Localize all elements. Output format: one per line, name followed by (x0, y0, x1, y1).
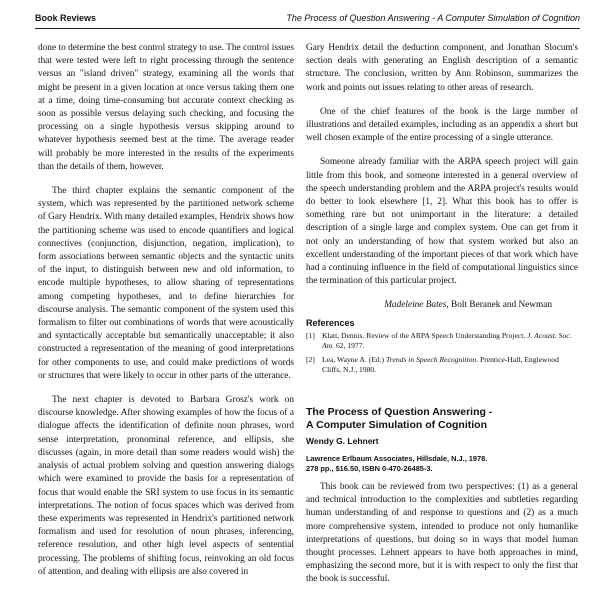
review-publisher-line-1: Lawrence Erlbaum Associates, Hillsdale, N.J., 1978. (306, 454, 488, 464)
reference-text (322, 355, 578, 376)
reference-citation: Lea, Wayne A. (Ed.) (322, 354, 385, 364)
header-section-label: Book Reviews (35, 13, 97, 23)
right-paragraph-1: Gary Hendrix detail the deduction component, and Jonathan Slocum's section deals with generating an English description of a semantic structure. The conclusion, written by Ann Robinson, summarizes the work and points out issues relating to other areas of research. (306, 43, 578, 93)
reference-text (322, 331, 578, 352)
reviewer-name: Madeleine Bates (384, 300, 447, 311)
left-paragraph-2: The third chapter explains the semantic component of the system, which was represented by the partitioned network scheme of Gary Hendrix. With many detailed examples, Hendrix shows how the partitioning scheme was used to encode quantifiers and logical connectives (conjunction, disjunction, negation, implication), to form associations between semantic objects and the syntactic units of the input, to distinguish between new and old information, to encode multiple hypotheses, to allow sharing of representations among competing hypotheses, and to define hierarchies for discourse analysis. The semantic component of the system used this formalism to filter out combinations of words that were acoustically and syntactically acceptable but semantically unacceptable; it also constructed a representation of the meaning of good interpretations for other components to use, and could make predictions of words or structures that were likely to occur in other parts of the utterance. (38, 186, 294, 381)
left-paragraph-1: done to determine the best control strategy to use. The control issues that were tested were left to right processing through the sentence versus an "island driven" strategy, examining all the words that might be present in a given location at once versus taking them one at a time, doing time-consuming but accurate context checking as soon as possible versus delaying such checking, and focusing the processing on a single hypothesis versus skipping around to whatever hypothesis seemed best at the time. The average reader will probably be more interested in the results of the experiments than the details of them, however. (38, 43, 294, 172)
right-column (306, 42, 578, 598)
header-rule (35, 28, 580, 29)
reference-source: J. Acoust. Soc. Am. (322, 330, 572, 351)
reference-number: [2] (306, 354, 315, 364)
left-column (38, 42, 294, 590)
left-paragraph-3: The next chapter is devoted to Barbara Grosz's work on discourse knowledge. After showing examples of how the focus of a dialogue affects the identification of definite noun phrases, word sense interpretation, pronominal reference, and ellipsis, she discusses (again, in more detail than some readers would wish) the analysis of actual problem solving and question answering dialogs which were examined to provide the basis for a representation of focus that would enable the SRI system to use focus in its semantic interpretations. The notion of focus spaces which was derived from these experiments was represented in Hendrix's partitioned network formalism and used for resolution of noun phrases, inferencing, reference resolution, and other high level aspects of sentential processing. The problems of shifting focus, reinvoking an old focus of attention, and dealing with ellipsis are also covered in (38, 395, 294, 577)
review-title-line-1: The Process of Question Answering - (306, 405, 493, 418)
reviewer-signature (306, 299, 578, 312)
reference-source: Trends in Speech Recognition. (386, 354, 479, 364)
reference-item (306, 331, 578, 352)
right-paragraph-2: One of the chief features of the book is the large number of illustrations and detailed examples, including as an appendix a short but well chosen example of the entire processing of a single utterance. (306, 106, 578, 144)
running-header (35, 13, 580, 27)
review-paragraph-1: This book can be reviewed from two perspectives: (1) as a general and technical introduction to the complexities and subtleties regarding human understanding of and response to questions and (2) as a much more comprehensive system, intended to produce not only humanlike interpretations of questions, but doing so in ways that model human thought processes. Lehnert appears to have both approaches in mind, emphasizing the second more, but it is with respect to only the first that the book is successful. (306, 482, 578, 585)
reference-item (306, 355, 578, 376)
header-article-title: The Process of Question Answering - A Computer Simulation of Cognition (286, 13, 580, 23)
reviewer-affiliation: , Bolt Beranek and Newman (446, 300, 552, 311)
reference-detail: 62, 1977. (335, 341, 365, 351)
reference-detail: Prentice-Hall, Englewood Cliffs, N.J., 1980. (322, 354, 559, 375)
review-title (306, 406, 578, 432)
review-publisher (306, 454, 578, 474)
right-paragraph-3: Someone already familiar with the ARPA speech project will gain little from this book, and someone interested in a general overview of the speech understanding problem and the ARPA project's results would do better to look elsewhere [1, 2]. What this book has to offer is something rare but not unimportant in the literature: a detailed description of a single large and complex system. One can get from it not only an understanding of how that system worked but also an excellent understanding of the important pieces of that work which have had a continuing influence in the field of computational linguistics since the termination of this particular project. (306, 157, 578, 287)
reference-citation: Klatt, Dennis. Review of the ARPA Speech Understanding Project. (322, 330, 526, 340)
references-heading: References (306, 317, 355, 328)
review-publisher-line-2: 278 pp., $16.50, ISBN 0-470-26485-3. (306, 464, 433, 474)
reference-number: [1] (306, 330, 315, 340)
review-title-line-2: A Computer Simulation of Cognition (306, 418, 488, 431)
review-author: Wendy G. Lehnert (306, 435, 379, 446)
